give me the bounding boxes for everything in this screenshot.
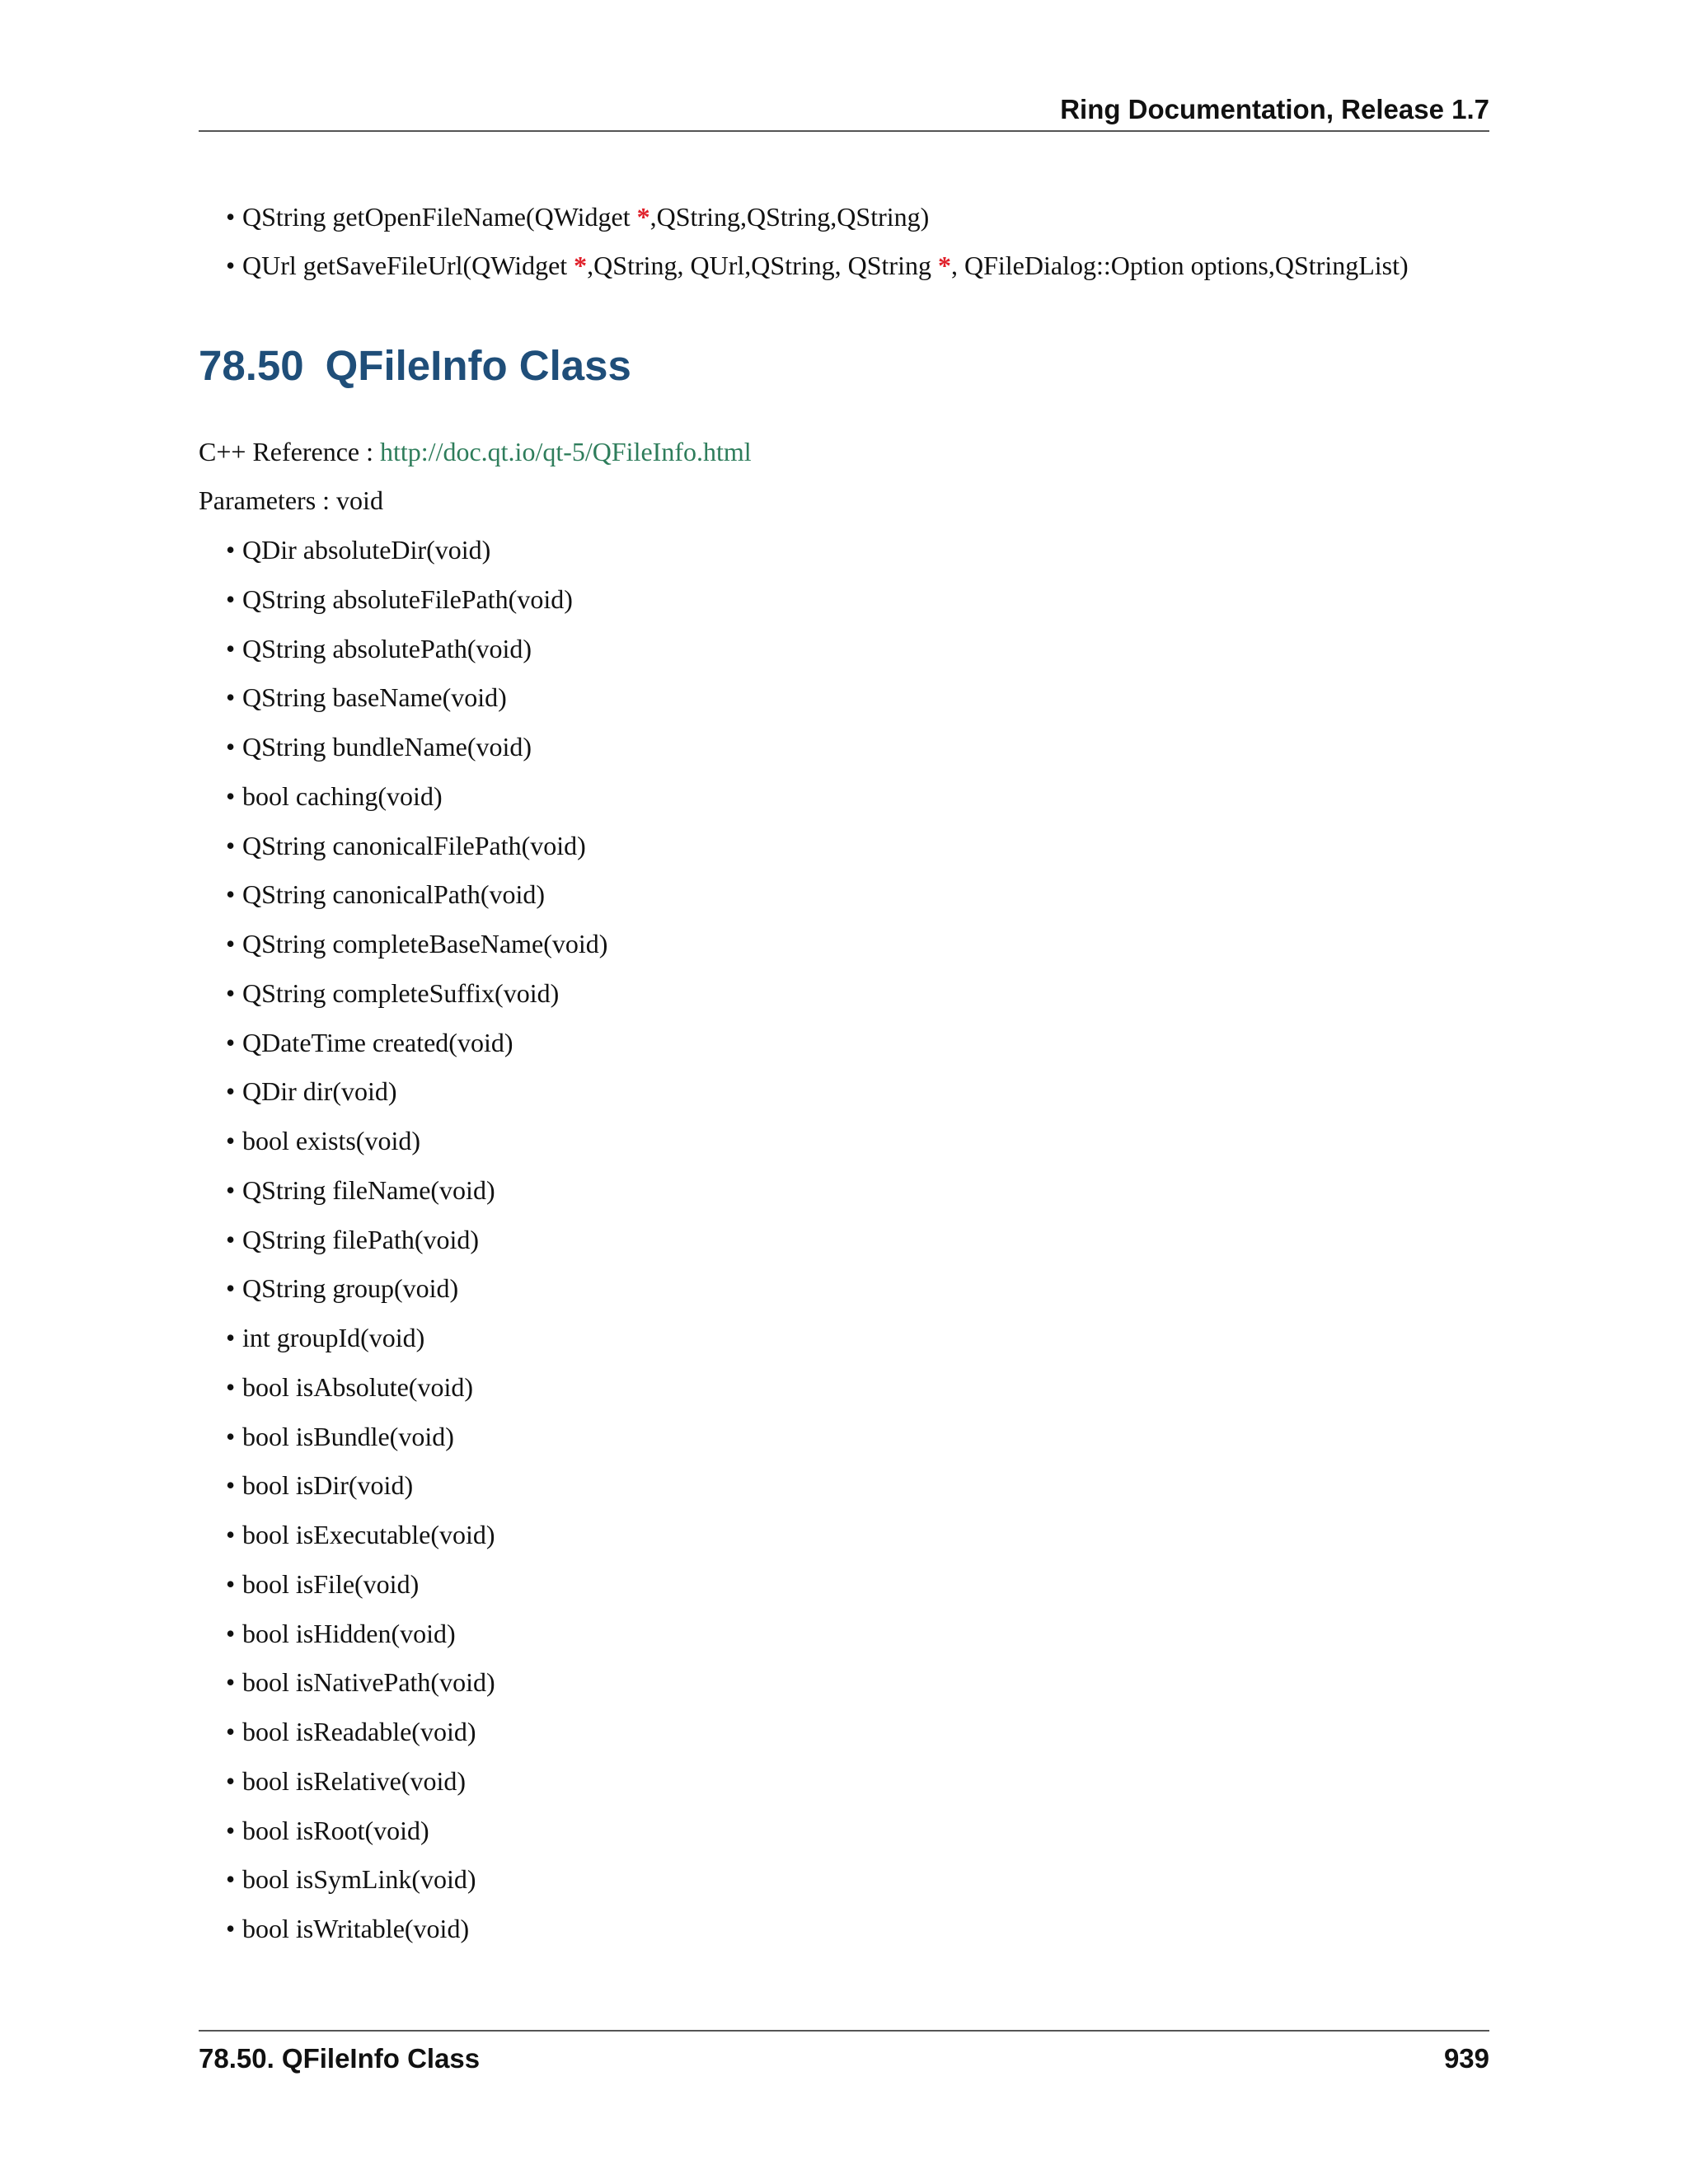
method-item: • bool isBundle(void) [242,1420,454,1453]
method-item: • QString completeBaseName(void) [242,927,607,960]
method-item: • QString bundleName(void) [242,730,532,763]
method-item: • QString absoluteFilePath(void) [242,583,573,616]
method-item [242,200,929,233]
pointer-star: * [636,202,650,232]
method-item: • bool exists(void) [242,1124,420,1157]
method-item: • QString canonicalPath(void) [242,878,545,911]
reference-label: C++ Reference : [199,437,380,466]
page-header [199,89,1489,132]
page-footer [199,2030,1489,2081]
page-number: 939 [1443,2043,1489,2074]
method-item: • bool isAbsolute(void) [242,1371,473,1404]
method-item: • QDateTime created(void) [242,1026,513,1059]
method-item: • QString completeSuffix(void) [242,977,559,1010]
method-signature-end: , QFileDialog::Option options,QStringList) [950,251,1409,280]
method-item: • QString baseName(void) [242,681,507,714]
method-item: • QString fileName(void) [242,1174,495,1207]
method-item: • bool isExecutable(void) [242,1518,495,1551]
method-item: • int groupId(void) [242,1321,424,1354]
method-item: • bool isRoot(void) [242,1814,429,1847]
method-item: • bool isNativePath(void) [242,1666,495,1699]
document-title: Ring Documentation, Release 1.7 [1060,94,1489,124]
section-heading [199,341,631,390]
method-item: • bool isHidden(void) [242,1617,456,1650]
method-item: • QString filePath(void) [242,1223,479,1256]
footer-section: 78.50. QFileInfo Class [199,2043,481,2074]
method-signature-start: QUrl getSaveFileUrl(QWidget [242,251,574,280]
reference-link[interactable]: http://doc.qt.io/qt-5/QFileInfo.html [380,437,752,466]
method-item: • QString group(void) [242,1272,458,1305]
method-item: • bool isFile(void) [242,1568,419,1601]
method-item: • QString absolutePath(void) [242,632,532,665]
pointer-star: * [574,251,588,280]
section-title: QFileInfo Class [325,342,631,389]
method-signature-middle: ,QString, QUrl,QString, QString [587,251,938,280]
method-item: • bool caching(void) [242,780,443,813]
section-number: 78.50 [199,342,304,389]
method-item: • bool isReadable(void) [242,1715,476,1748]
pointer-star: * [937,251,951,280]
cpp-reference [199,435,752,468]
method-item: • QDir absoluteDir(void) [242,533,490,566]
parameters-line: Parameters : void [199,485,383,515]
method-item: • bool isWritable(void) [242,1912,469,1945]
method-item: • bool isDir(void) [242,1469,413,1502]
method-item: • QDir dir(void) [242,1075,397,1108]
method-item: • bool isRelative(void) [242,1765,466,1797]
method-item [242,249,1409,282]
method-item: • bool isSymLink(void) [242,1863,476,1896]
method-signature-start: QString getOpenFileName(QWidget [242,202,637,232]
method-signature-end: ,QString,QString,QString) [649,202,930,232]
method-item: • QString canonicalFilePath(void) [242,829,586,862]
